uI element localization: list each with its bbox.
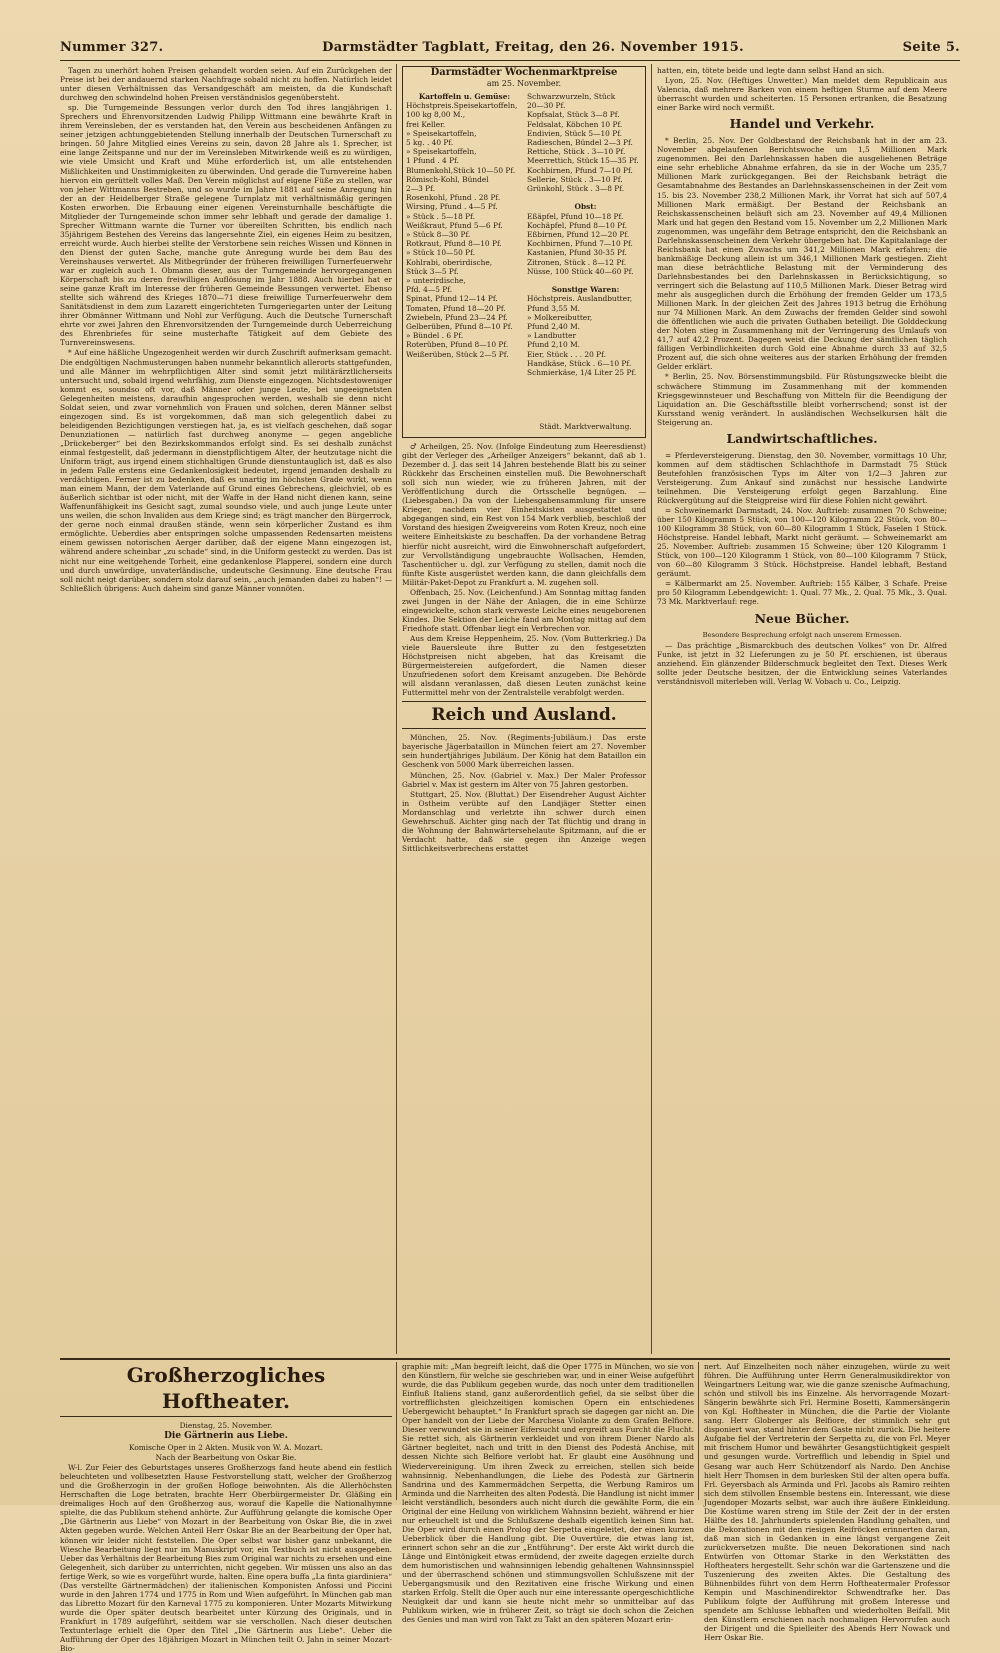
article-turngemeinde: sp. Die Turngemeinde Bessungen verlor durch den Tod ihres langjährigen 1. Sprechers und Ehrenvorsitzenden Ludwig Philipp Wittmann eine bewährte Kraft in ihrem Vereinsleben, der es verstanden hat, den Verein aus bescheidenen Anfängen zu seiner jetzigen achtunggebietenden Stellung innerhalb der Deutschen Turnerschaft zu bringen. 50 Jahre Mitglied eines Vereins zu sein, davon 28 Jahre als 1. Sprecher, ist eine lange Zeitspanne und nur der im Vereinsleben Mitwirkende weiß es zu würdigen, wie viele Umsicht und Kraft und Mühe erforderlich ist, um alle entstehenden Mißlichkeiten und Unstimmigkeiten zu überwinden. Und gerade die Turnvereine haben hiervon ein gerüttelt volles Maß. Den Verein möglichst auf eigene Füße zu stellen, war von jeher Wittmanns Bestreben, und so wurde im Jahre 1881 auf seine Anregung hin der an der Heidelberger Straße gelegene Turnplatz mit verhältnismäßig geringen Kosten erworben. Die Erbauung einer eigenen Vereinsturnhalle beschäftigte die Mitglieder der Turngemeinde schon immer sehr lebhaft und gerade der damalige 1. Sprecher Wittmann warnte die Turner vor übereilten Schritten, bis endlich nach 35jährigem Bestehen des Vereins das langersehnte Ziel, ein eigenes Heim zu besitzen, erreicht wurde. Auch hierbei stellte der Verstorbene sein reiches Wissen und Können in den Dienst der guten Sache, manche gute Anregung wurde bei dem Bau des Vereinshauses verwertet. Als Mitbegründer der früheren freiwilligen Turnerfeuerwehr war er zugleich auch 1. Obmann dieser, aus der Turngemeinde hervorgegangenen Körperschaft bis zu deren freiwilligen Auflösung im Jahr 1888. Auch hierbei hat er seine ganze Kraft im Interesse der früheren Gemeinde Bessungen verwertet. Ebenso stellte sich während des Krieges 1870—71 diese freiwillige Turnerfeuerwehr dem Sanitätsdienst in dem zum Lazarett eingerichteten Turngeriegarten unter der Leitung ihrer Obmänner Wittmann und Nohl zur Verfügung. Auch die Deutsche Turnerschaft ehrte vor zwei Jahren den Ehrenvorsitzenden der Turngemeinde durch Ueberreichung des Ehrenbriefes für seine musterhafte Tätigkeit auf dem Gebiete des Turnvereinswesens. <box>60 103 392 348</box>
market-row: Kochäpfel, Pfund 8—10 Pf. <box>527 220 627 230</box>
market-row: Kartoffeln u. Gemüse: <box>418 92 511 101</box>
market-row: Römisch-Kohl, Bündel <box>406 174 489 184</box>
article-heppenheim: Aus dem Kreise Heppenheim, 25. Nov. (Vom Butterkrieg.) Da viele Bauersleute ihre Butter zu den festgesetzten Höchstpreisen nicht abgeben, hat das Kreisamt die Bürgermeistereien aufgefordert, die Namen dieser Unzufriedenen sofort dem Kreisamt anzugeben. Die Behörde will alsdann veranlassen, daß diesen Leuten zunächst keine Futtermittel mehr von der Zentralstelle verabfolgt werden. <box>402 633 646 698</box>
column-rule <box>698 1362 699 1500</box>
market-row: Kopfsalat, Stück 3—8 Pf. <box>527 110 620 120</box>
article-reichsbank: * Berlin, 25. Nov. Der Goldbestand der Reichsbank hat in der am 23. November abgelaufenen Berichtswoche um 1,5 Millionen Mark zugenommen. Bei den Darlehnskassen haben die ausgeliehenen Beträge eine sehr erhebliche Abnahme erfahren, da sie in der Woche um 235,7 Millionen Mark zurückgegangen. Bei der Reichsbank beträgt die Gesamtabnahme des Bestandes an Darlehnskassenscheinen in der Zeit vom 15. bis 23. November 238,2 Millionen Mark, ihr Vorrat hat sich auf 507,4 Millionen Mark ermäßigt. Der Bestand der Reichsbank an Reichskassenscheinen beläuft sich am 23. November auf 49,4 Millionen Mark und hat gegen den Bestand vom 15. November um 2,2 Millionen Mark zugenommen, was ungefähr dem Betrage entspricht, den die Reichsbank an Darlehnskassenscheinen dem Verkehr übergeben hat. Die Kapitalanlage der Reichsbank hat einen Zuwachs um 341,2 Millionen Mark erfahren; die bankmäßige Deckung allein ist um 346,1 Millionen Mark gestiegen. Zieht man diese beträchtliche Belastung mit der Verminderung des Darlehnsbestandes bei den Darlehnskassen in Berücksichtigung, so verringert sich die Belastung auf 110,5 Millionen Mark. Dieser Betrag wird mehr als ausgeglichen durch die Erhöhung der fremden Gelder um 173,5 Millionen Mark. In der gleichen Zeit des Jahres 1913 betrug die Erhöhung nur 74 Millionen Mark. An dem Zuwachs der fremden Gelder sind sowohl die öffentlichen wie auch die privaten Guthaben beteiligt. Die Golddeckung der Noten stieg in Zusammenhang mit der Verringerung des Umlaufs von 41,7 auf 42,2 Prozent. Dagegen weist die Deckung der sämtlichen täglich fälligen Verbindlichkeiten durch Gold eine Abnahme durch 33 auf 32,5 Prozent auf, die sich ohne weiteres aus der starken Erhöhung der fremden Gelder erklärt. <box>657 136 947 372</box>
market-row: Roterüben, Pfund 8—10 Pf. <box>406 340 509 350</box>
article-boerse: * Berlin, 25. Nov. Börsenstimmungsbild. Für Rüstungszwecke bleibt die schwächere Stimmung im Zusammenhang mit der kommenden Kriegsgewinnsteuer und Beschaffung von Mitteln für die Beendigung der Liquidation an. Die Geschäftsstille bleibt vorherrschend; sonst ist der Kursstand wenig verändert. In ausländischen Wechselkursen hält die Steigerung an. <box>657 372 947 427</box>
market-list-vegetables <box>406 92 523 359</box>
article-stuttgart: Stuttgart, 25. Nov. (Bluttat.) Der Eisendreher August Aichter in Ostheim verübte auf den Landjäger Stetter einen Mordanschlag und verletzte ihn schwer durch einen Gewehrschuß. Aichter ging nach der Tat flüchtig und drang in die Wohnung der Bahnwärtersehelaute Spitzmann, auf die er Verdacht hatte, daß sie gegen ihn Anzeige wegen Sittlichkeitsverbrechens erstattet <box>402 789 646 853</box>
market-row: Nüsse, 100 Stück 40—60 Pf. <box>527 266 634 276</box>
article-muenchen-2: München, 25. Nov. (Gabriel v. Max.) Der Maler Professor Gabriel v. Max ist gestern im Alter von 75 Jahren gestorben. <box>402 770 646 789</box>
paper-title: Darmstädter Tagblatt, Freitag, den 26. November 1915. <box>322 40 744 55</box>
column-rule <box>651 64 652 1354</box>
column-2 <box>402 66 646 1356</box>
market-date: am 25. November. <box>486 79 562 88</box>
section-separator <box>60 1358 950 1360</box>
market-row: Rotkraut, Pfund 8—10 Pf. <box>406 239 502 249</box>
market-row: Kastanien, Pfund 30-35 Pf. <box>527 248 627 258</box>
market-row: Zwiebeln, Pfund 23—24 Pf. <box>406 312 508 322</box>
article-pferde: = Pferdeversteigerung. Dienstag, den 30. November, vormittags 10 Uhr, kommen auf dem städtischen Schlachthofe in Darmstadt 75 Stück Beutefohlen französischen Typs im Alter von 1/2—3 Jahren zur Versteigerung. Zum Ankauf sind zunächst nur hessische Landwirte teilnehmen. Die Versteigerung erfolgt gegen Barzahlung. Eine Rückvergütung auf die Steigpreise wird für diese Fohlen nicht gewährt. <box>657 450 947 505</box>
theater-play-title: Die Gärtnerin aus Liebe. <box>164 1431 288 1442</box>
theater-column-2 <box>402 1362 694 1625</box>
market-row: Weißerüben, Stück 2—5 Pf. <box>406 349 509 359</box>
market-row: 20—30 Pf. <box>527 101 566 111</box>
market-row: Grünkohl, Stück . 3—8 Pf. <box>527 184 625 194</box>
market-row: » Stück 8—30 Pf. <box>406 230 471 240</box>
market-row <box>527 276 644 285</box>
theater-subtitle-1: Komische Oper in 2 Akten. Musik von W. A. Mozart. <box>129 1443 323 1453</box>
books-note: Besondere Besprechung erfolgt nach unserem Ermessen. <box>702 630 902 639</box>
market-row: Eßbirnen, Pfund 12—20 Pf. <box>527 230 630 240</box>
market-title: Darmstädter Wochenmarktpreise <box>430 67 618 78</box>
market-row: » unterirdische, <box>406 276 466 286</box>
article-arheilgen: ♂ Arheilgen, 25. Nov. (Infolge Eindeutung zum Heeresdienst) gibt der Verleger des „Arheilger Anzeigers“ bekannt, daß ab 1. Dezember d. J. das seit 14 Jahren bestehende Blatt bis zu seiner Rückkehr das Erscheinen einstellen muß. Die Bewohnerschaft soll sich nun wieder, wie zu früheren Jahren, mit der Veröffentlichung durch die Ortsschelle begnügen. — (Liebesgaben.) Da von der Liebesgabensammlung für unsere Krieger, nachdem vier Einheitskisten ausgestattet und abgegangen sind, ein Rest von 154 Mark verblieb, beschloß der Vorstand des hiesigen Zweigvereins vom Roten Kreuz, noch eine weitere Einheitskiste zu beschaffen. Da der vorhandene Betrag hierfür nicht ausreicht, wird die Einwohnerschaft aufgefordert, zur Vervollständigung ungebrauchte Wollsachen, Hemden, Taschentücher u. dgl. zur Verfügung zu stellen, damit noch die fünfte Kiste ausgerüstet werden kann, die dann gleichfalls dem Militär-Paket-Depot zu Frankfurt a. M. zugehen soll. <box>402 442 646 587</box>
issue-number: Nummer 327. <box>60 40 164 55</box>
theater-title: Großherzogliches Hoftheater. <box>60 1362 392 1417</box>
market-row: 1 Pfund . 4 Pf. <box>406 156 459 166</box>
theater-review-part-2: graphie mit: „Man begreift leicht, daß die Oper 1775 in München, wo sie von den Künstlern, für welche sie geschrieben war, und in einer Weise aufgeführt wurde, die das Publikum gegeben wurde, das noch unter dem traditionellen Einfluß Italiens stand, ganz außerordentlich gefiel, da sie selbst über die vortrefflichsten gleichzeitigen komischen Opern ein entschiedenes Uebergewicht behauptet.“ In Frankfurt sprach sie dagegen gar nicht an. Die Oper handelt von der Liebe der Marchesa Violante zu dem Grafen Belfiore. Dieser verwundet sie in seiner Eifersucht und ergreift aus Furcht die Flucht. Sie rettet sich, als Gärtnerin verkleidet und von ihrem Diener Nardo als Gärtner begleitet, nach und tritt in den Dienst des Podestà Anchise, mit dessen Nichte sich Belfiore verlobt hat. Er glaubt eine Ausöhnung und Wiedervereinigung. Um ihren Zweck zu erreichen, stellen sich beide wahnsinnig. Nebenhandlungen, die Liebe des Podestà zur Gärtnerin Sandrina und des Kammermädchen Serpetta, die Werbung Ramiros um Arminda und die Narrheiten des alten Podestà. Die Handlung ist nicht immer leicht verständlich, besonders auch nicht durch die gewählte Form, die ein Original der eine Heilung von wirklichem Wahnsinn bezieht, während er hier nur erheuchelt ist und die Schlußszene deshalb eigentlich keinen Sinn hat. Die Oper wird durch einen Prolog der Serpetta eingeleitet, der einen kurzen Ueberblick über die Handlung gibt. Die Ouvertüre, die etwas lang ist, erinnert schon sehr an die zur „Entführung“. Der erste Akt wirkt durch die Länge und Eintönigkeit etwas ermüdend, der zweite dagegen erzielte durch dem humoristischen und wahnsinnigen lebendig gehaltenen Wahnsinnsspiel und der überraschend schönen und stimmungsvollen Schlußszene mit der Uebergangsmusik und den Rezitativen eine frische Wirkung und einen starken Erfolg. Stellt die Oper auch nur eine interessante opergeschichtliche Neuigkeit dar und kann sie heute nicht mehr so unmittelbar auf das Publikum wirken, wie in früherer Zeit, so trägt sie doch schon die Zeichen des Genies und man wird von Takt zu Takt an den späteren Mozart erin- <box>402 1362 694 1625</box>
theater-column-1 <box>60 1362 392 1653</box>
market-row: » Speisekartoffeln, <box>406 128 477 138</box>
market-row: Pfd. 4—5 Pf. <box>406 285 453 295</box>
article-continued: hatten, ein, tötete beide und legte dann selbst Hand an sich. <box>657 66 885 75</box>
market-row: frei Keller. <box>406 119 446 129</box>
theater-date: Dienstag, 25. November. <box>179 1421 273 1430</box>
market-row: Pfund 2,40 M. <box>527 322 581 332</box>
market-row: Spinat, Pfund 12—14 Pf. <box>406 294 498 304</box>
market-row: Schmierkäse, 1/4 Liter 25 Pf. <box>527 368 637 378</box>
market-row: Tomaten, Pfund 18—20 Pf. <box>406 303 506 313</box>
market-row: Sonstige Waren: <box>551 285 620 295</box>
market-footer: Städt. Marktverwaltung. <box>539 422 632 431</box>
market-row: 2—3 Pf. <box>406 184 435 194</box>
market-row: Gelberüben, Pfund 8—10 Pf. <box>406 322 513 332</box>
market-row: 100 kg 8,00 M., <box>406 110 466 120</box>
market-row: Blumenkohl,Stück 10—50 Pf. <box>406 165 516 175</box>
market-row: 5 kg. . 40 Pf. <box>406 138 454 148</box>
market-row: Kohlrabi, oberirdische, <box>406 257 493 267</box>
column-3 <box>657 66 947 1356</box>
market-row: Eier, Stück . . . 20 Pf. <box>527 349 606 359</box>
theater-column-3 <box>704 1362 950 1643</box>
market-row: Radieschen, Bündel 2—3 Pf. <box>527 138 633 148</box>
market-row: Rettiche, Stück . 3—10 Pf. <box>527 147 626 157</box>
article-bismarckbuch: — Das prächtige „Bismarckbuch des deutschen Volkes“ von Dr. Alfred Funke, ist jetzt in 32 Lieferungen zu je 50 Pf. erschienen, ist überaus anziehend. Ein glänzender Bilderschmuck begleitet den Text. Dieses Werk sollte jeder Deutsche besitzen, der die Entwicklung seines Vaterlandes verständnisvoll miterleben will. Verlag W. Vobach u. Co., Leipzig. <box>657 640 947 686</box>
section-title-buecher: Neue Bücher. <box>754 610 850 626</box>
market-row: Eßäpfel, Pfund 10—18 Pf. <box>527 211 624 221</box>
theater-review-part-1: W-l. Zur Feier des Geburtstages unseres Großherzogs fand heute abend ein festlich beleuchteten und vollbesetzten Hause Festvorstellung statt, welcher der Großherzog und die Großherzogin in der großen Hofloge beiwohnten. Als die Allerhöchsten Herrschaften die Loge betraten, brachte Herr Oberbürgermeister Dr. Gläßing ein dreimaliges Hoch auf den Großherzog aus, worauf die Kapelle die Nationalhymne spielte, die das Publikum stehend anhörte. Zur Aufführung gelangte die komische Oper „Die Gärtnerin aus Liebe“ von Mozart in der Bearbeitung von Oskar Bie, die in zwei Akten gegeben wurde. Welchen Anteil Herr Oskar Bie an der Bearbeitung der Oper hat, können wir leider nicht feststellen. Die Oper selbst war bisher ganz unbekannt, die Wiesche Bearbeitung liegt nur im Manuskript vor, ein Textbuch ist nicht ausgegeben. Ueber das Verhältnis der Bearbeitung Bies zum Original war nichts zu ersehen und eine Gelegenheit, sich darüber zu unterrichten, nicht gegeben. Wir müssen uns also an das fertige Werk, so wie es vorgeführt wurde, halten. Eine opera buffa „La finta giardiniera“ (Das verstellte Gärtnermädchen) der italienischen Komponisten Anfossi und Piccini wurde in den Jahren 1774 und 1775 in Rom und Wien aufgeführt. In München gab man das Libretto Mozart für den Karneval 1775 zu komponieren. Unter Mozarts Mitwirkung wurde die Oper später deutsch bearbeitet unter Kürzung des Originals, und in Frankfurt in 1789 aufgeführt, seitdem war sie verschollen. Nach dieser deutschen Textunterlage erhielt die Oper den Titel „Die Gärtnerin aus Liebe“. Ueber die Aufführung der Oper des 18jährigen Mozart in München teilt O. Jahn in seiner Mozart-Bio- <box>60 1463 392 1653</box>
section-title-reich: Reich und Ausland. <box>402 701 646 729</box>
market-row: Wirsing, Pfund . 4—5 Pf. <box>406 202 498 212</box>
market-row: Pfund 2,10 M. <box>527 340 581 350</box>
market-row: Kochbirnen, Pfund 7—10 Pf. <box>527 239 633 249</box>
market-row: Zitronen, Stück . 8—12 Pf. <box>527 257 627 267</box>
market-row: Rosenkohl, Pfund . 28 Pf. <box>406 193 501 203</box>
market-row: Obst: <box>574 202 597 212</box>
article-muenchen-1: München, 25. Nov. (Regiments-Jubiläum.) Das erste bayerische Jägerbataillon in München feiert am 27. November sein hundertjähriges Jubiläum. Der König hat dem Bataillon ein Geschenk von 5000 Mark überreichen lassen. <box>402 733 646 770</box>
market-row: » Speisekartoffeln, <box>406 147 477 157</box>
article-offenbach: Offenbach, 25. Nov. (Leichenfund.) Am Sonntag mittag fanden zwei Jungen in der Nähe der Anlagen, die in eine Schürze eingewickelte, schon stark verweste Leiche eines neugeborenen Kindes. Die Sektion der Leiche fand am Montag mittag auf dem Friedhofe statt. Offenbar liegt ein Verbrechen vor. <box>402 587 646 633</box>
article-prices: Tagen zu unerhört hohen Preisen gehandelt worden seien. Auf ein Zurückgehen der Preise ist bei der andauernd starken Nachfrage sobald nicht zu hoffen. Natürlich leidet unter diesen Verhältnissen das Versandgeschäft am meisten, da die Kundschaft durchweg den schwindelnd hohen Preisen verständnislos gegenübersteht. <box>60 66 392 103</box>
article-ungezogenheit: * Auf eine häßliche Ungezogenheit werden wir durch Zuschrift aufmerksam gemacht. Die endgültigen Nachmusterungen haben nunmehr bekanntlich allerorts stattgefunden, und alle Männer im wehrpflichtigen Alter sind somit jetzt militärärztlicherseits untersucht und, sobald irgend wehrfähig, zum Dienste eingezogen. Nichtsdestoweniger kommt es, soundso oft vor, daß Männer oder junge Leute, bei ungeeignetsten Gelegenheiten meistens, daraufhin angesprochen werden, weshalb sie denn nicht Soldat seien, und zwar vornehmlich von Frauen und solchen, deren Männer selbst eingezogen sind. Es ist vorgekommen, daß man sich gelegentlich dabei zu beleidigenden Bezichtigungen verstiegen hat, ja, es ist vielfach geschehen, daß sogar Denunziationen — natürlich fast durchweg anonyme — gegen angebliche „Drückeberger“ bei den Bezirkskommandos erfolgt sind. Es sei deshalb zunächst einmal festgestellt, daß jedermann in dienstpflichtigem Alter, der heutzutage nicht die Uniform trägt, aus irgend einem stichhaltigen Grunde dienstuntauglich ist, daß es also in jedem Falle erstens eine Gedankenlosigkeit bedeutet, irgend jemanden deshalb zu verdächtigen. Ferner ist zu bedenken, daß es unartig im höchsten Grade wirkt, wenn man einem Mann, der dem Vaterlande auf Grund eines Gebrechens, gleichviel, ob es äußerlich sichtbar ist oder nicht, mit der Waffe in der Hand nicht dienen kann, seine Waffenunfähigkeit ins Gesicht sagt, zumal soundso viele, und auch junge Leute unter uns weilen, die schon Invaliden aus dem Kriege sind; es trägt mancher den Bürgerrock, der gerne noch einmal draußen stände, wenn sein körperlicher Zustand es ihm ermöglichte. Ueberdies aber entspringen solche umpassenden Redensarten meistens einem gewissen notorischen Aerger darüber, daß der eigene Mann eingezogen ist, während andere scheinbar „zu schade“ sind, in die Uniform gesteckt zu werden. Das ist nicht nur eine weitgehende Torheit, eine gedankenlose Plapperei, sondern eine durch und durch unwürdige, unvaterländische, undeutsche Gesinnung. Eine deutsche Frau soll nicht neigt darüber, sondern stolz darauf sein, „auch jemanden dabei zu haben“! — Schließlich übrigens: Auch daheim sind ganze Männer vonnöten. <box>60 348 392 593</box>
market-row: Handkäse, Stück . 6—10 Pf. <box>527 358 632 368</box>
theater-review-part-3: nert. Auf Einzelheiten noch näher einzugehen, würde zu weit führen. Die Aufführung unter Herrn Generalmusikdirektor von Weingartners Leitung war, wie die ganze szenische Aufmachung, schön und stilvoll bis ins Einzelne. Als hervorragende Mozart-Sängerin bewährte sich Frl. Hermine Bosetti, Kammersängerin von Kgl. Hoftheater in München, die die Partie der Violante sang. Herr Globerger als Belfiore, der stimmlich sehr gut disponiert war, stand hinter dem Gaste nicht zurück. Die heitere Aufgabe fiel der Vertreterin der Serpetta zu, die von Frl. Meyer mit frischem Humor und bewährter Gesangstüchtigkeit gespielt und gesungen wurde. Vortrefflich und lebendig in Spiel und Gesang war auch Herr Schützendorf als Nardo. Den Anchise hielt Herr Thomsen in dem burlesken Stil der alten opera buffa. Frl. Geyersbach als Arminda und Frl. Jacobs als Ramiro reihten sich dem stilvollen Ensemble bestens ein. Interessant, wie diese Jugendoper Mozarts selbst, war auch ihre äußere Einkleidung. Die Kostüme waren streng im Stile der Zeit der in der ersten Hälfte des 18. Jahrhunderts spielenden Handlung gehalten, und die Dekorationen mit den riesigen Reifröcken erinnerten daran, daß man sich in Gedanken in eine längst vergangene Zeit zurückversetzen mußte. Die neuen Dekorationen sind nach Entwürfen von Ottomar Starke in den Werkstätten des Hoftheaters hergestellt. Sehr schön war die Gartenszene und die Tuszenierung des zweiten Aktes. Die Gestaltung des Bühnenbildes führt von dem Herrn Hoftheatermaler Professor Kempin und Maschinendirektor Schwendtrafke her. Das Publikum folgte der Aufführung mit großem Interesse und spendete am Schlusse lebhaften und wiederholten Beifall. Mit den Künstlern erschienen nach nochmaligen Hervorrufen auch der Dirigent und die Spielleiter des Abends Herr Nowack und Herr Oskar Bie. <box>704 1362 950 1643</box>
column-rule <box>396 64 397 1354</box>
market-row: Endivien, Stück 5—10 Pf. <box>527 128 623 138</box>
column-rule <box>396 1362 397 1500</box>
market-row <box>527 193 644 202</box>
article-kaelbermarkt: = Kälbermarkt am 25. November. Auftrieb: 155 Kälber, 3 Schafe. Preise pro 50 Kilogramm Lebendgewicht: 1. Qual. 77 Mk., 2. Qual. 75 Mk., 3. Qual. 73 Mk. Marktverlauf: rege. <box>657 579 947 607</box>
column-1 <box>60 66 392 1356</box>
market-row: » Landbutter <box>527 331 577 341</box>
market-row: Höchstpreis. Auslandbutter, <box>527 294 633 304</box>
market-row: » Bündel . 6 Pf. <box>406 331 464 341</box>
article-schweinemarkt: = Schweinemarkt Darmstadt, 24. Nov. Auftrieb: zusammen 70 Schweine; über 150 Kilogramm 5 Stück, von 100—120 Kilogramm 22 Stück, von 80—100 Kilogramm 38 Stück, von 60—80 Kilogramm 1 Stück, Faselen 1 Stück. Höchstpreise. Handel lebhaft, Markt nicht geräumt. — Schweinemarkt am 25. November. Auftrieb: zusammen 15 Schweine; über 120 Kilogramm 1 Stück, von 100—120 Kilogramm 1 Stück, von 80—100 Kilogramm 7 Stück, von 60—80 Kilogramm 3 Stück. Höchstpreise. Handel lebhaft, Bestand geräumt. <box>657 506 947 579</box>
market-row: » Stück 10—50 Pf. <box>406 248 475 258</box>
theater-subtitle-2: Nach der Bearbeitung von Oskar Bie. <box>155 1453 297 1463</box>
market-row: Meerrettich, Stück 15—35 Pf. <box>527 156 639 166</box>
market-prices-box <box>402 66 646 438</box>
market-row: Weißkraut, Pfund 5—6 Pf. <box>406 220 503 230</box>
market-list-fruit-other <box>527 92 644 377</box>
article-lyon: Lyon, 25. Nov. (Heftiges Unwetter.) Man meldet dem Republicain aus Valencia, daß mehrere Barken von einem heftigen Sturme auf dem Meere überrascht wurden und scheiterten. 15 Personen ertranken, die Besatzung einer Barke wird noch vermißt. <box>657 76 947 113</box>
section-title-handel: Handel und Verkehr. <box>729 116 875 132</box>
market-row: Pfund 3,55 M. <box>527 303 581 313</box>
market-row: Stück 3—5 Pf. <box>406 266 459 276</box>
market-row: Sellerie, Stück . 3—10 Pf. <box>527 174 623 184</box>
masthead <box>60 40 960 61</box>
market-row: Kochbirnen, Pfund 7—10 Pf. <box>527 165 633 175</box>
market-row: Schwarzwurzeln, Stück <box>527 92 616 101</box>
market-row: » Molkereibutter, <box>527 312 593 322</box>
market-row: Feldsalat, Köbchen 10 Pf. <box>527 119 623 129</box>
section-title-landwirtschaft: Landwirtschaftliches. <box>726 430 878 446</box>
market-row: » Stück . 5—18 Pf. <box>406 211 475 221</box>
page-number: Seite 5. <box>902 40 960 55</box>
market-row: Höchstpreis.Speisekartoffeln, <box>406 101 518 111</box>
